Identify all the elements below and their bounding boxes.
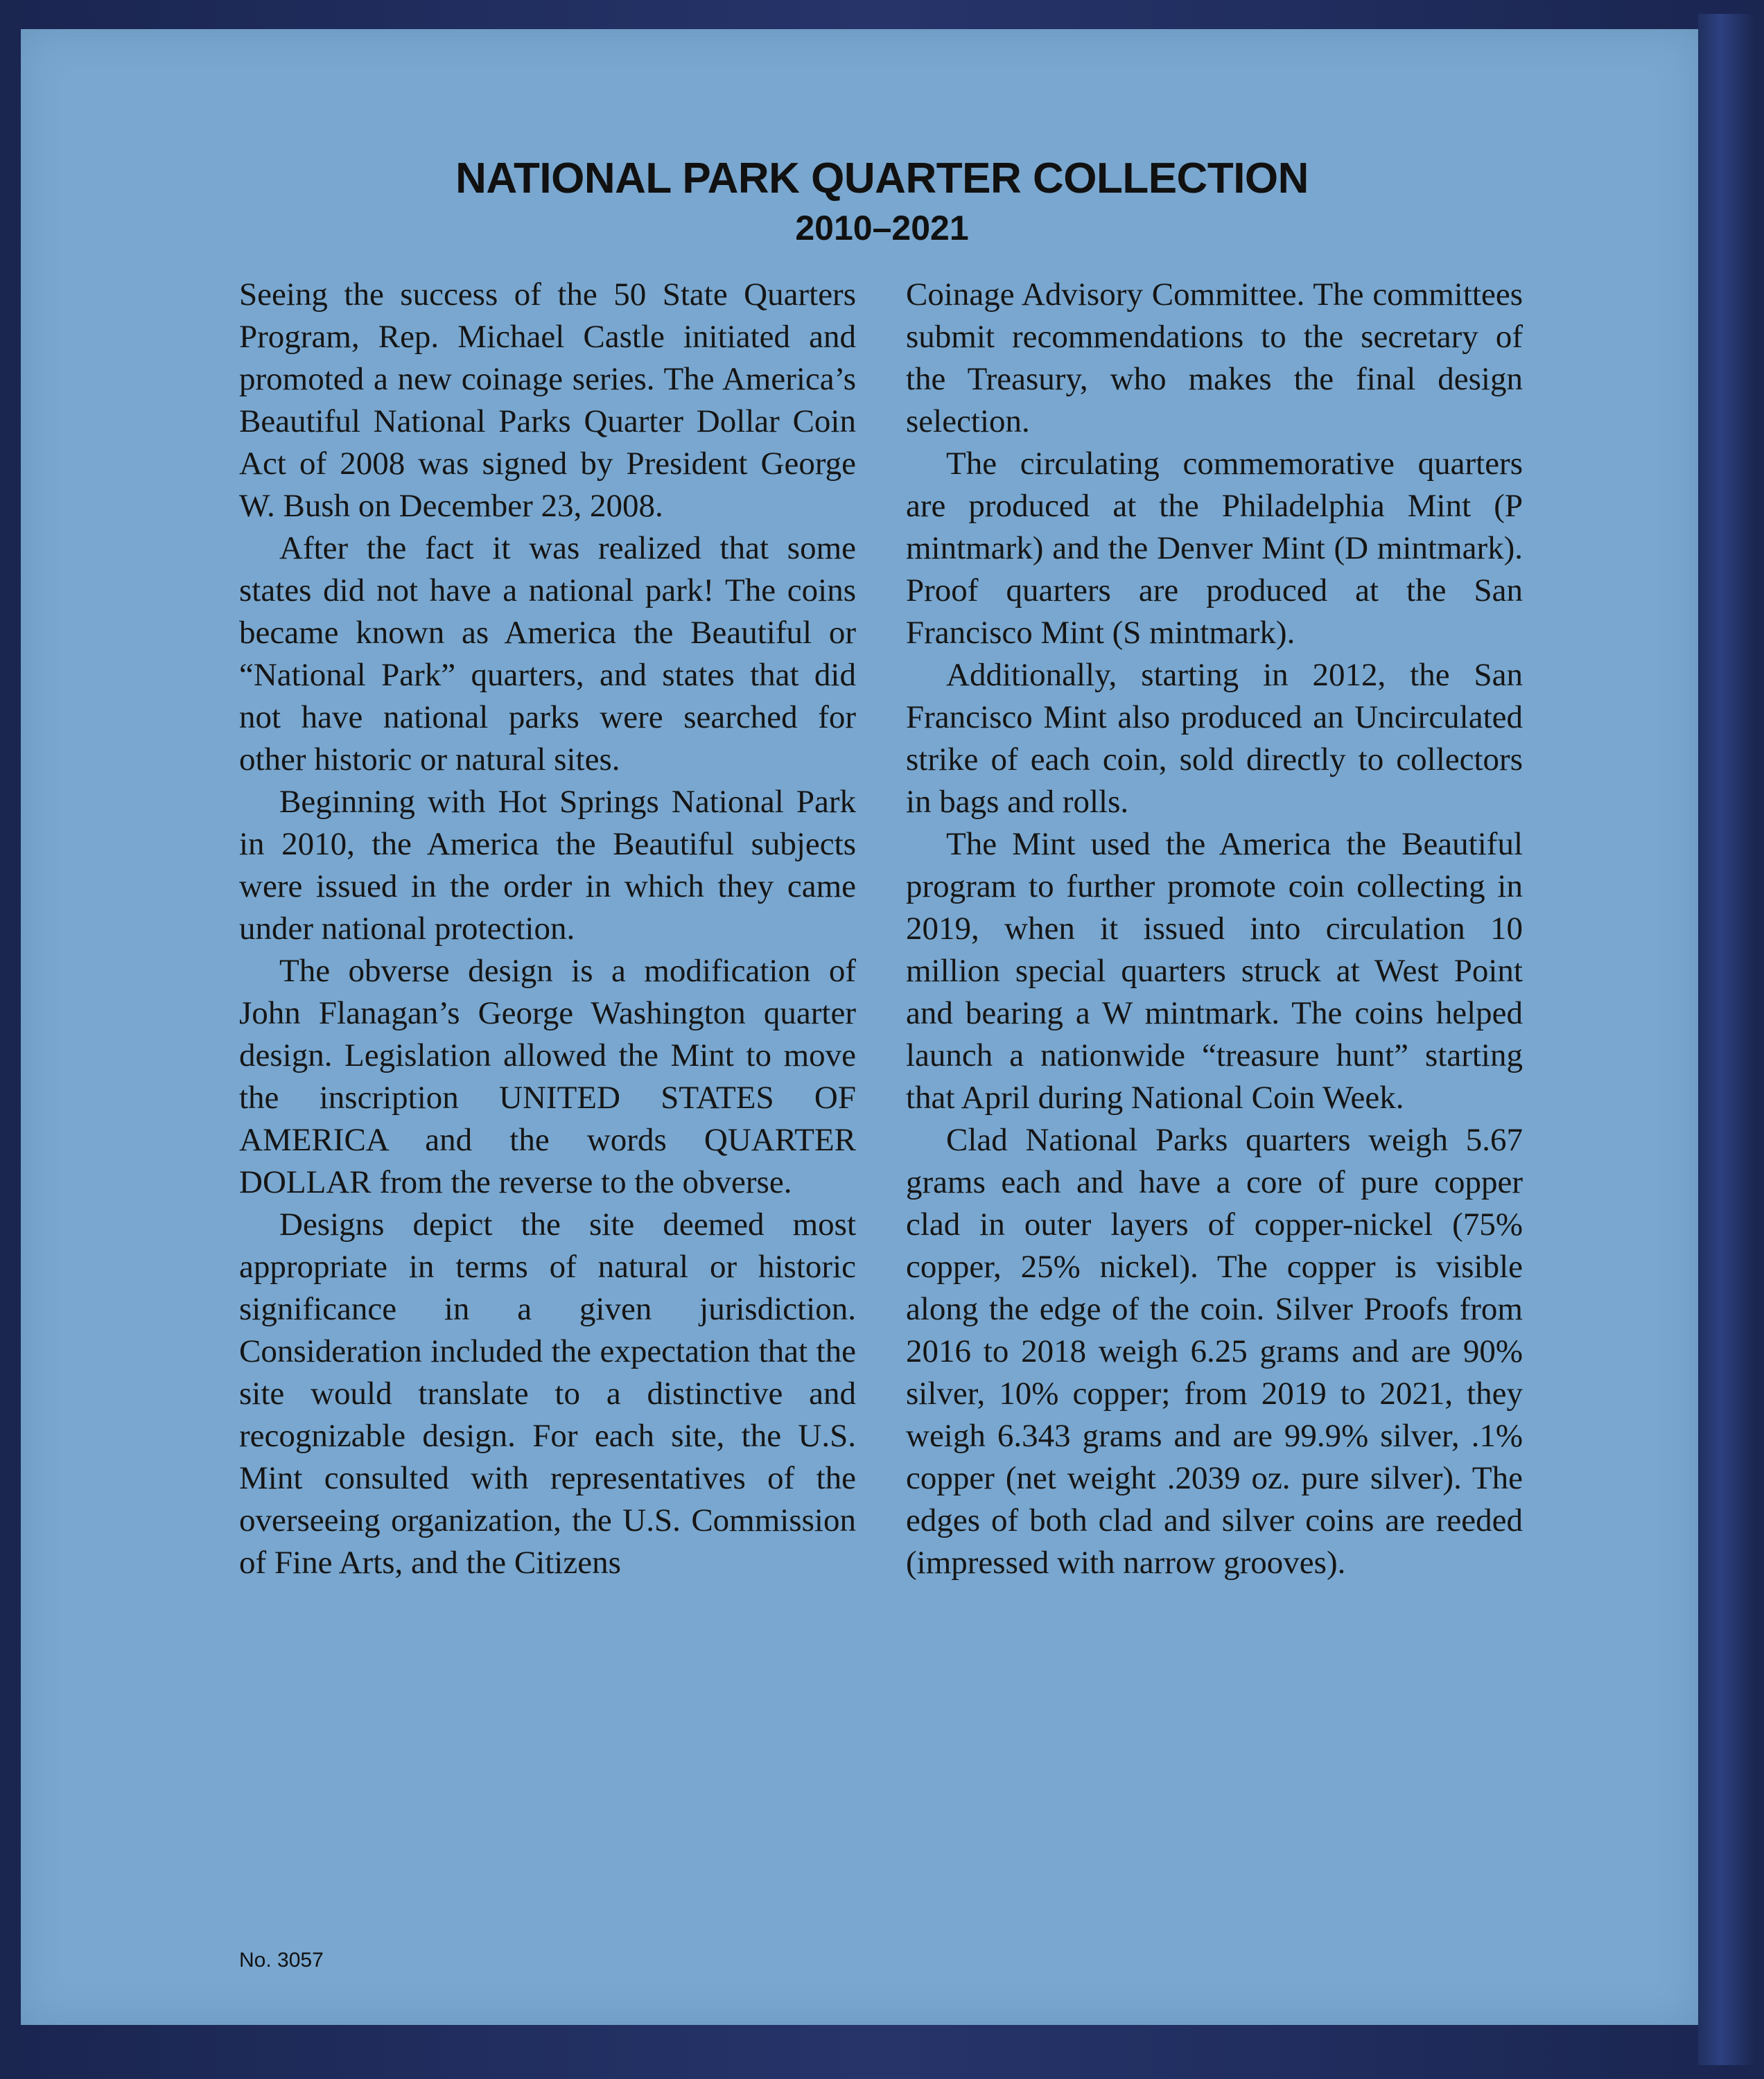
page-subtitle: 2010–2021 bbox=[795, 209, 969, 247]
paragraph: Beginning with Hot Springs National Park in 2010, the America the Beautiful subjects were issued in the order in which they came under national protection. bbox=[239, 784, 856, 947]
paragraph: The Mint used the America the Beautiful program to further promote coin collecting in 2019, when it issued into circulation 10 million special quarters struck at West Point and bearing a W mintmark. The coins helped launch a nationwide “treasure hunt” starting that April during National Coin Week. bbox=[906, 826, 1523, 1116]
paragraph: Coinage Advisory Committee. The committees submit recommendations to the secretary of the Treasury, who makes the final design selection. bbox=[906, 277, 1523, 439]
paragraph: Clad National Parks quarters weigh 5.67 grams each and have a core of pure copper clad in outer layers of copper-nickel (75% copper, 25% nickel). The copper is visible along the edge of the coin. Silver Proofs from 2016 to 2018 weigh 6.25 grams and are 90% silver, 10% copper; from 2019 to 2021, they weigh 6.343 grams and are 99.9% silver, .1% copper (net weight .2039 oz. pure silver). The edges of both clad and silver coins are reeded (impressed with narrow grooves). bbox=[906, 1122, 1523, 1581]
right-column bbox=[906, 274, 1523, 1584]
catalog-number: No. 3057 bbox=[239, 1949, 324, 1972]
paragraph: Seeing the success of the 50 State Quarters Program, Rep. Michael Castle initiated and promoted a new coinage series. The America’s Beautiful National Parks Quarter Dollar Coin Act of 2008 was signed by President George W. Bush on December 23, 2008. bbox=[239, 277, 856, 524]
paragraph: The obverse design is a modification of John Flanagan’s George Washington quarter design. Legislation allowed the Mint to move the inscription UNITED STATES OF AMERICA and the words QUARTER DOLLAR from the reverse to the obverse. bbox=[239, 953, 856, 1200]
album-spine bbox=[1698, 14, 1754, 2065]
paragraph: After the fact it was realized that some states did not have a national park! The coins became known as America the Beautiful or “National Park” quarters, and states that did not have national parks were searched for other historic or natural sites. bbox=[239, 530, 856, 778]
paragraph: Designs depict the site deemed most appropriate in terms of natural or historic significance in a given jurisdiction. Consideration included the expectation that the site would translate to a distinctive and recognizable design. For each site, the U.S. Mint consulted with representatives of the overseeing organization, the U.S. Commission of Fine Arts, and the Citizens bbox=[239, 1207, 856, 1581]
paragraph: The circulating commemorative quarters are produced at the Philadelphia Mint (P mintmark) and the Denver Mint (D mintmark). Proof quarters are produced at the San Francisco Mint (S mintmark). bbox=[906, 446, 1523, 651]
paragraph: Additionally, starting in 2012, the San Francisco Mint also produced an Uncirculated strike of each coin, sold directly to collectors in bags and rolls. bbox=[906, 657, 1523, 820]
left-column bbox=[239, 274, 856, 1584]
page-title: NATIONAL PARK QUARTER COLLECTION bbox=[455, 155, 1309, 202]
